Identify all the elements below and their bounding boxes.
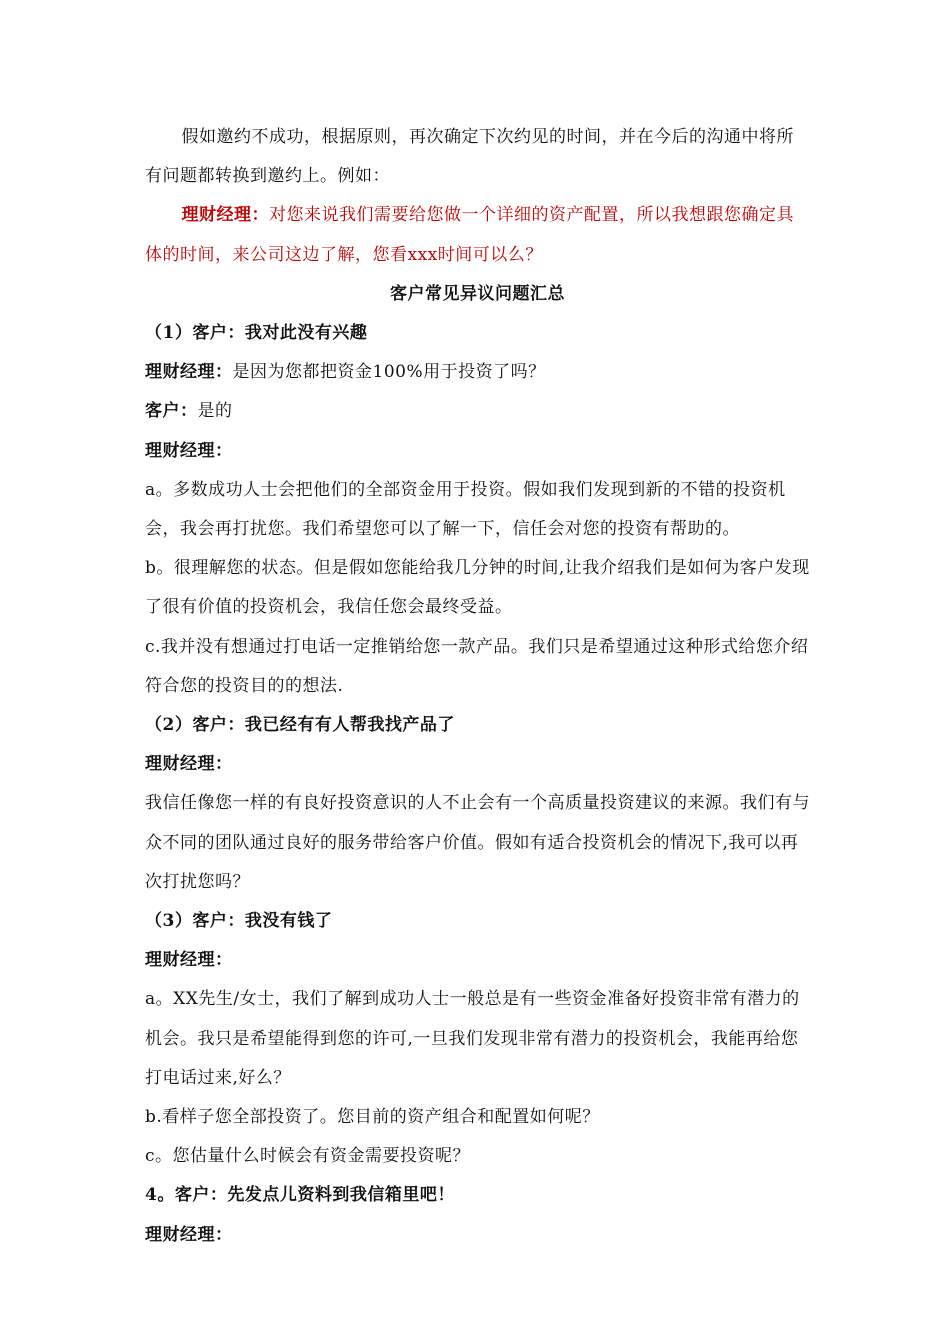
q3-answer-c: c。您估量什么时候会有资金需要投资呢？	[145, 1146, 471, 1167]
q1-manager-label-2: 理财经理：	[145, 440, 233, 461]
q1-answer-b: b。很理解您的状态。但是假如您能给我几分钟的时间,让我介绍我们是如何为客户发现了很有价值的投资机会，我信任您会最终受益。	[145, 558, 810, 618]
example-dialogue	[145, 196, 810, 274]
q4-manager-label: 理财经理：	[145, 1224, 233, 1245]
section-title: 客户常见异议问题汇总	[390, 283, 565, 304]
q1-answer-a: a。多数成功人士会把他们的全部资金用于投资。假如我们发现到新的不错的投资机会，我会再打扰您。我们希望您可以了解一下，信任会对您的投资有帮助的。	[145, 479, 786, 540]
example-text: 对您来说我们需要给您做一个详细的资产配置，所以我想跟您确定具体的时间，来公司这边了解，您看xxx时间可以么？	[145, 205, 795, 265]
q1-client-answer	[145, 392, 810, 431]
q1-heading: （1）客户：我对此没有兴趣	[145, 323, 368, 344]
q4-heading: 4。客户：先发点儿资料到我信箱里吧！	[145, 1185, 455, 1206]
q3-answer-b: b.看样子您全部投资了。您目前的资产组合和配置如何呢？	[145, 1107, 600, 1128]
q1-manager-question	[145, 353, 810, 392]
q3-manager-label: 理财经理：	[145, 950, 233, 971]
q1-answer-c: c.我并没有想通过打电话一定推销给您一款产品。我们只是希望通过这种形式给您介绍符合您的投资目的的想法.	[145, 636, 809, 696]
intro-paragraph: 假如邀约不成功，根据原则，再次确定下次约见的时间，并在今后的沟通中将所有问题都转换到邀约上。例如：	[145, 127, 795, 187]
q3-heading: （3）客户：我没有钱了	[145, 911, 333, 932]
document-body	[145, 118, 810, 1255]
q3-answer-a: a。XX先生/女士，我们了解到成功人士一般总是有一些资金准备好投资非常有潜力的机会。我只是希望能得到您的许可,一旦我们发现非常有潜力的投资机会，我能再给您打电话过来,好么？	[145, 989, 800, 1088]
q1-client-label: 客户：	[145, 401, 198, 422]
q2-manager-label: 理财经理：	[145, 754, 233, 775]
example-speaker: 理财经理：	[181, 205, 270, 226]
q2-answer: 我信任像您一样的有良好投资意识的人不止会有一个高质量投资建议的来源。我们有与众不同的团队通过良好的服务带给客户价值。假如有适合投资机会的情况下,我可以再次打扰您吗？	[145, 793, 810, 892]
q1-manager-question-text: 是因为您都把资金100%用于投资了吗？	[232, 362, 546, 383]
q1-client-answer-text: 是的	[197, 401, 233, 422]
q2-heading: （2）客户：我已经有有人帮我找产品了	[145, 715, 455, 736]
q1-manager-label: 理财经理：	[145, 362, 233, 383]
